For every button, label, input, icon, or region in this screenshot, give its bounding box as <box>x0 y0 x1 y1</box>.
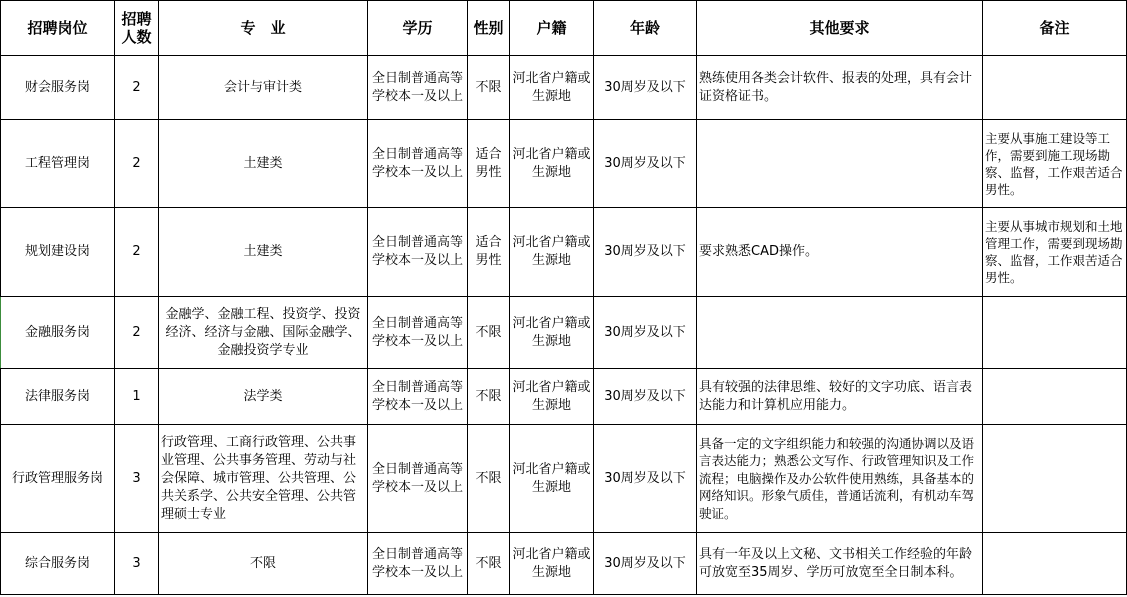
header-other: 其他要求 <box>697 1 983 56</box>
cell-education: 全日制普通高等学校本一及以上 <box>368 369 468 425</box>
header-household: 户籍 <box>510 1 594 56</box>
cell-major: 行政管理、工商行政管理、公共事业管理、公共事务管理、劳动与社会保障、城市管理、公共管理、公共关系学、公共安全管理、公共管理硕士专业 <box>159 425 368 533</box>
cell-remarks: 主要从事城市规划和土地管理工作，需要到现场勘察、监督，工作艰苦适合男性。 <box>983 208 1127 297</box>
cell-age: 30周岁及以下 <box>594 425 697 533</box>
cell-position: 行政管理服务岗 <box>1 425 115 533</box>
header-remarks: 备注 <box>983 1 1127 56</box>
cell-education: 全日制普通高等学校本一及以上 <box>368 56 468 120</box>
cell-gender: 不限 <box>468 425 510 533</box>
cell-age: 30周岁及以下 <box>594 533 697 595</box>
cell-remarks <box>983 369 1127 425</box>
table-row <box>1 533 1127 595</box>
table-row <box>1 56 1127 120</box>
cell-gender: 适合男性 <box>468 120 510 208</box>
cell-gender: 适合男性 <box>468 208 510 297</box>
cell-education: 全日制普通高等学校本一及以上 <box>368 208 468 297</box>
table-row <box>1 297 1127 369</box>
cell-household: 河北省户籍或生源地 <box>510 533 594 595</box>
cell-education: 全日制普通高等学校本一及以上 <box>368 120 468 208</box>
cell-position: 综合服务岗 <box>1 533 115 595</box>
cell-education: 全日制普通高等学校本一及以上 <box>368 297 468 369</box>
cell-major: 土建类 <box>159 120 368 208</box>
cell-count: 2 <box>115 297 159 369</box>
cell-age: 30周岁及以下 <box>594 208 697 297</box>
cell-position: 法律服务岗 <box>1 369 115 425</box>
cell-household: 河北省户籍或生源地 <box>510 120 594 208</box>
cell-education: 全日制普通高等学校本一及以上 <box>368 533 468 595</box>
cell-education: 全日制普通高等学校本一及以上 <box>368 425 468 533</box>
cell-household: 河北省户籍或生源地 <box>510 56 594 120</box>
header-age: 年龄 <box>594 1 697 56</box>
cell-gender: 不限 <box>468 56 510 120</box>
header-position: 招聘岗位 <box>1 1 115 56</box>
cell-major: 会计与审计类 <box>159 56 368 120</box>
cell-other <box>697 120 983 208</box>
cell-major: 金融学、金融工程、投资学、投资经济、经济与金融、国际金融学、金融投资学专业 <box>159 297 368 369</box>
cell-other: 熟练使用各类会计软件、报表的处理，具有会计证资格证书。 <box>697 56 983 120</box>
cell-age: 30周岁及以下 <box>594 56 697 120</box>
cell-other <box>697 297 983 369</box>
cell-count: 3 <box>115 425 159 533</box>
cell-major: 法学类 <box>159 369 368 425</box>
cell-count: 2 <box>115 56 159 120</box>
header-major: 专 业 <box>159 1 368 56</box>
cell-count: 1 <box>115 369 159 425</box>
cell-position: 金融服务岗 <box>1 297 115 369</box>
cell-age: 30周岁及以下 <box>594 120 697 208</box>
table-row <box>1 425 1127 533</box>
header-gender: 性别 <box>468 1 510 56</box>
cell-count: 3 <box>115 533 159 595</box>
cell-household: 河北省户籍或生源地 <box>510 208 594 297</box>
cell-gender: 不限 <box>468 369 510 425</box>
cell-count: 2 <box>115 208 159 297</box>
cell-remarks <box>983 297 1127 369</box>
cell-other: 具有一年及以上文秘、文书相关工作经验的年龄可放宽至35周岁、学历可放宽至全日制本科。 <box>697 533 983 595</box>
table-row <box>1 208 1127 297</box>
cell-remarks: 主要从事施工建设等工作，需要到施工现场勘察、监督，工作艰苦适合男性。 <box>983 120 1127 208</box>
cell-remarks <box>983 56 1127 120</box>
cell-remarks <box>983 533 1127 595</box>
cell-other: 具备一定的文字组织能力和较强的沟通协调以及语言表达能力；熟悉公文写作、行政管理知识及工作流程；电脑操作及办公软件使用熟练，具备基本的网络知识。形象气质佳，普通话流利，有机动车驾驶证。 <box>697 425 983 533</box>
cell-position: 规划建设岗 <box>1 208 115 297</box>
cell-gender: 不限 <box>468 533 510 595</box>
cell-other: 要求熟悉CAD操作。 <box>697 208 983 297</box>
cell-remarks <box>983 425 1127 533</box>
cell-household: 河北省户籍或生源地 <box>510 425 594 533</box>
cell-other: 具有较强的法律思维、较好的文字功底、语言表达能力和计算机应用能力。 <box>697 369 983 425</box>
cell-position: 财会服务岗 <box>1 56 115 120</box>
cell-position: 工程管理岗 <box>1 120 115 208</box>
cell-major: 不限 <box>159 533 368 595</box>
cell-household: 河北省户籍或生源地 <box>510 297 594 369</box>
header-row <box>1 1 1127 56</box>
header-education: 学历 <box>368 1 468 56</box>
cell-major: 土建类 <box>159 208 368 297</box>
cell-household: 河北省户籍或生源地 <box>510 369 594 425</box>
cell-gender: 不限 <box>468 297 510 369</box>
table-row <box>1 120 1127 208</box>
cell-count: 2 <box>115 120 159 208</box>
header-count: 招聘人数 <box>115 1 159 56</box>
cell-age: 30周岁及以下 <box>594 369 697 425</box>
table-row <box>1 369 1127 425</box>
cell-age: 30周岁及以下 <box>594 297 697 369</box>
